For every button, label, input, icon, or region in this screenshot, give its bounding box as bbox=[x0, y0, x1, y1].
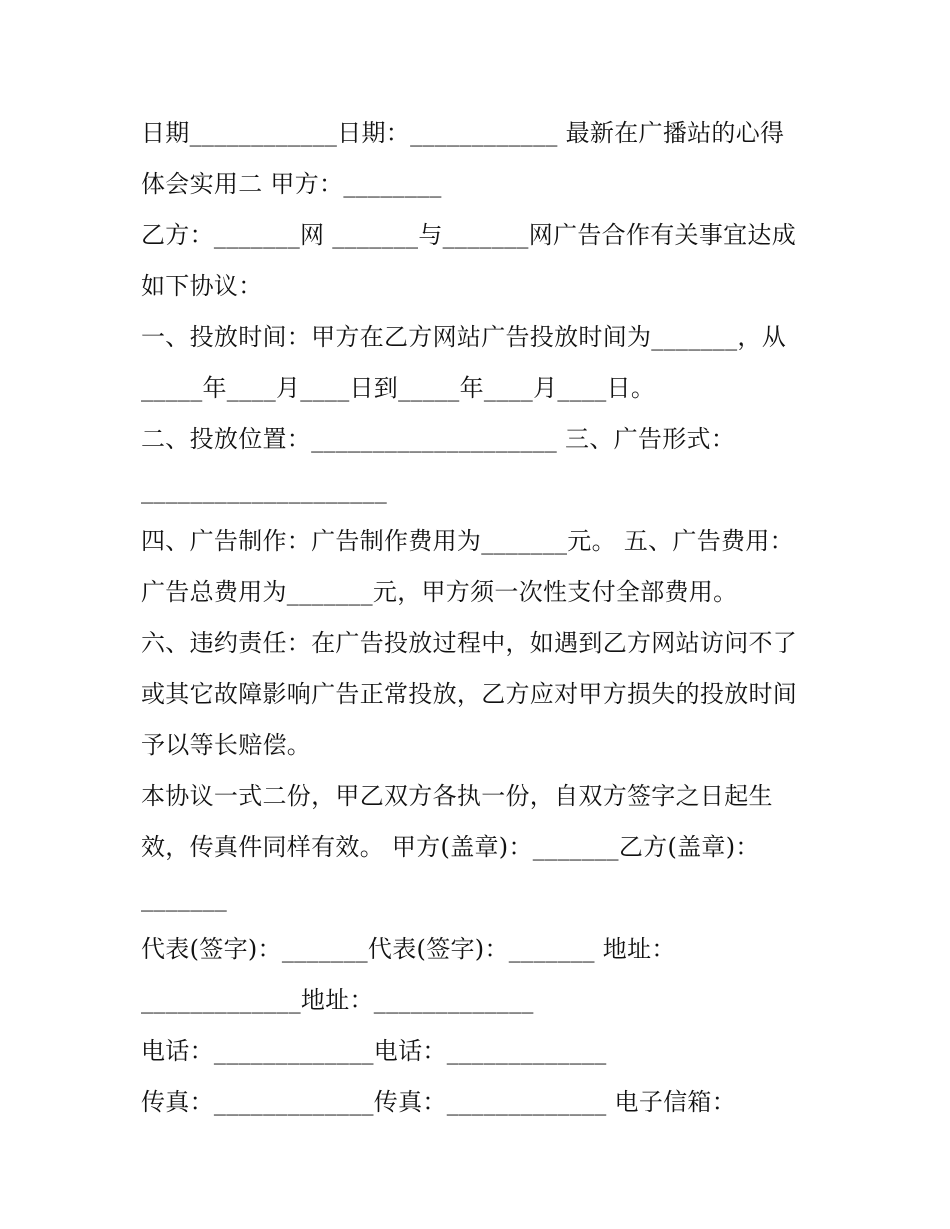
text-line: _______ bbox=[141, 884, 228, 912]
text-line: 传真：_____________传真：_____________ 电子信箱： bbox=[141, 1088, 737, 1116]
document-body bbox=[141, 108, 821, 1128]
text-line: 代表(签字)：_______代表(签字)：_______ 地址： bbox=[141, 935, 676, 963]
text-line: 广告总费用为_______元，甲方须一次性支付全部费用。 bbox=[141, 578, 738, 606]
text-line: 本协议一式二份，甲乙双方各执一份，自双方签字之日起生 bbox=[141, 782, 773, 810]
text-line: 或其它故障影响广告正常投放，乙方应对甲方损失的投放时间 bbox=[141, 680, 798, 708]
text-line: 四、广告制作：广告制作费用为_______元。 五、广告费用： bbox=[141, 527, 794, 555]
text-line: 电话：_____________电话：_____________ bbox=[141, 1037, 607, 1065]
text-line: 效，传真件同样有效。 甲方(盖章)：_______乙方(盖章)： bbox=[141, 833, 760, 861]
text-line: ____________________ bbox=[141, 476, 387, 504]
text-line: 日期____________日期：____________ 最新在广播站的心得 bbox=[141, 119, 785, 147]
text-line: 如下协议： bbox=[141, 272, 263, 300]
text-line: 六、违约责任：在广告投放过程中，如遇到乙方网站访问不了 bbox=[141, 629, 798, 657]
text-line: 一、投放时间：甲方在乙方网站广告投放时间为_______，从 bbox=[141, 323, 786, 351]
text-line: 予以等长赔偿。 bbox=[141, 731, 312, 759]
text-line: 二、投放位置：____________________ 三、广告形式： bbox=[141, 425, 736, 453]
text-line: _____年____月____日到_____年____月____日。 bbox=[141, 374, 656, 402]
text-line: 体会实用二 甲方：________ bbox=[141, 170, 442, 198]
text-line: _____________地址：_____________ bbox=[141, 986, 534, 1014]
text-line: 乙方：_______网 _______与_______网广告合作有关事宜达成 bbox=[141, 221, 797, 249]
